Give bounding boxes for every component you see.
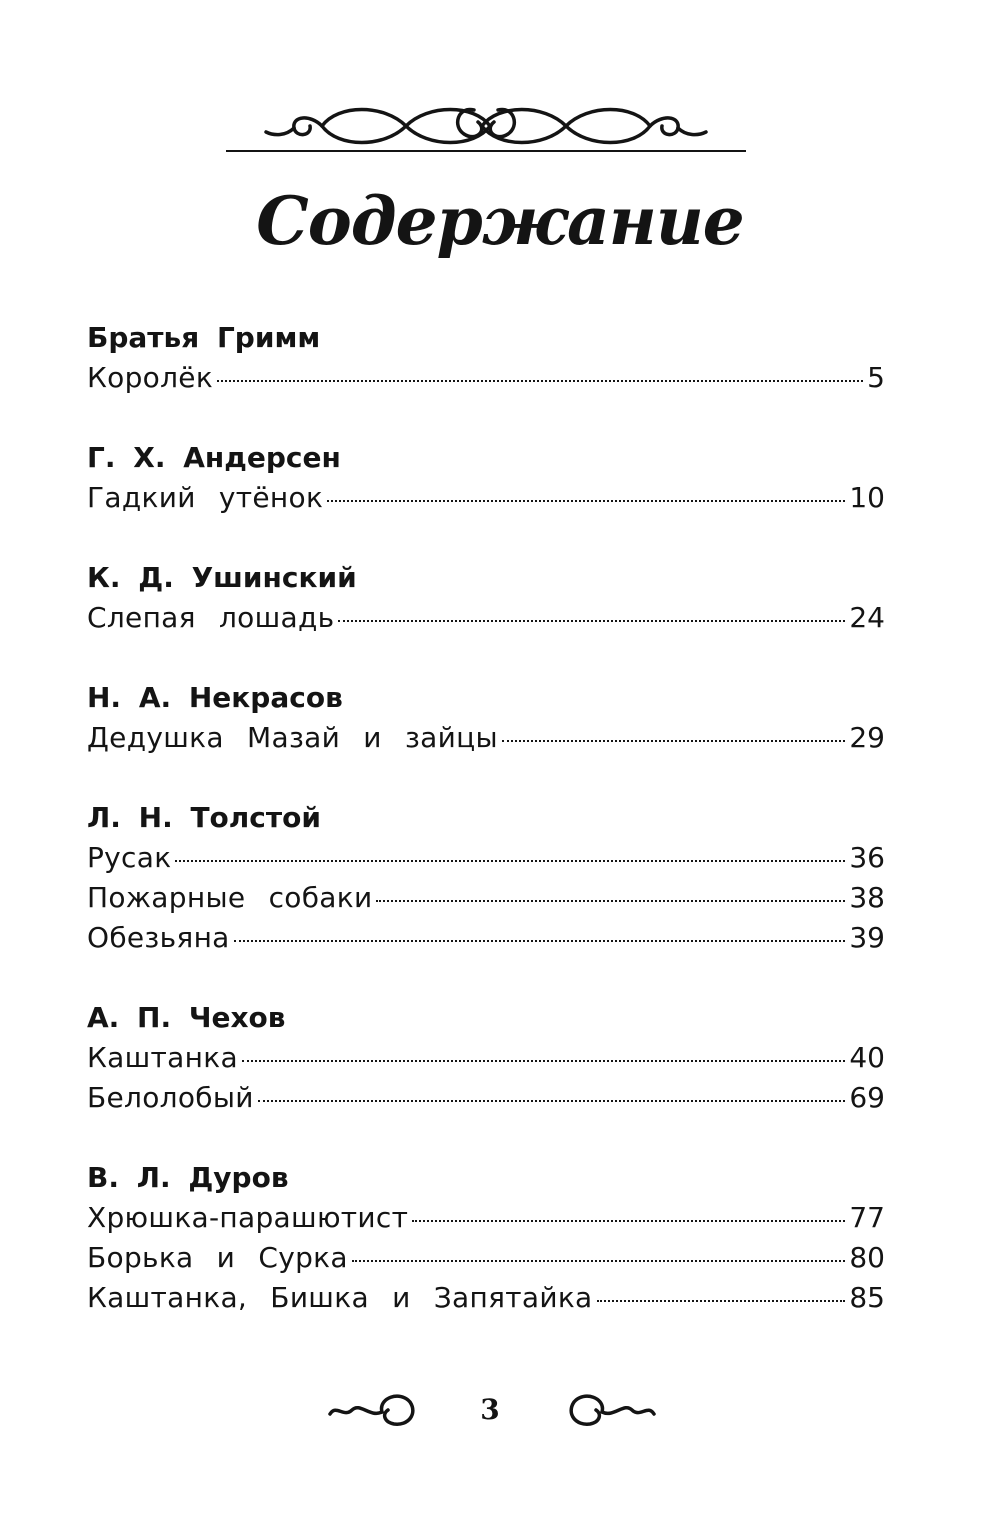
author-name: Г. Х. Андерсен [87, 441, 341, 474]
dot-leader [242, 1060, 845, 1062]
entry-title: Слепая лошадь [87, 601, 335, 634]
toc-section [87, 678, 885, 758]
dot-leader [376, 900, 845, 902]
toc-section [87, 558, 885, 638]
entry-title: Хрюшка-парашютист [87, 1201, 409, 1234]
toc-entry[interactable] [87, 1038, 885, 1078]
dot-leader [327, 500, 845, 502]
dot-leader [502, 740, 845, 742]
dot-leader [258, 1100, 846, 1102]
entry-page: 36 [849, 841, 885, 874]
toc-entry[interactable] [87, 918, 885, 958]
entry-page: 40 [849, 1041, 885, 1074]
author-name: Братья Гримм [87, 321, 321, 354]
page-number: 3 [480, 1393, 500, 1426]
toc-entry[interactable] [87, 598, 885, 638]
entry-page: 69 [849, 1081, 885, 1114]
entry-title: Королёк [87, 361, 214, 394]
entry-title: Обезьяна [87, 921, 230, 954]
entry-page: 24 [849, 601, 885, 634]
entry-title: Каштанка, Бишка и Запятайка [87, 1281, 593, 1314]
entry-page: 77 [849, 1201, 885, 1234]
entry-page: 29 [849, 721, 885, 754]
entry-page: 85 [849, 1281, 885, 1314]
toc-section [87, 438, 885, 518]
dot-leader [412, 1220, 845, 1222]
ornament-flourish-right [566, 1384, 658, 1428]
entry-title: Пожарные собаки [87, 881, 373, 914]
entry-page: 38 [849, 881, 885, 914]
entry-page: 39 [849, 921, 885, 954]
dot-leader [175, 860, 845, 862]
author-name: Л. Н. Толстой [87, 801, 321, 834]
toc-entry[interactable] [87, 478, 885, 518]
toc-entry[interactable] [87, 838, 885, 878]
dot-leader [234, 940, 846, 942]
toc-section [87, 1158, 885, 1318]
ornament-flourish-top [226, 96, 746, 158]
entry-title: Дедушка Мазай и зайцы [87, 721, 498, 754]
dot-leader [338, 620, 845, 622]
dot-leader [217, 380, 863, 382]
entry-title: Каштанка [87, 1041, 238, 1074]
table-of-contents [87, 318, 885, 1358]
toc-section [87, 318, 885, 398]
author-name: К. Д. Ушинский [87, 561, 357, 594]
author-name: В. Л. Дуров [87, 1161, 289, 1194]
entry-page: 10 [849, 481, 885, 514]
dot-leader [352, 1260, 846, 1262]
toc-entry[interactable] [87, 1078, 885, 1118]
entry-page: 5 [867, 361, 885, 394]
dot-leader [597, 1300, 846, 1302]
toc-section [87, 998, 885, 1118]
page-title: Содержание [256, 182, 744, 260]
ornament-flourish-left [326, 1384, 418, 1428]
entry-title: Белолобый [87, 1081, 254, 1114]
author-name: А. П. Чехов [87, 1001, 286, 1034]
entry-page: 80 [849, 1241, 885, 1274]
toc-entry[interactable] [87, 1238, 885, 1278]
entry-title: Русак [87, 841, 172, 874]
toc-entry[interactable] [87, 718, 885, 758]
toc-entry[interactable] [87, 1198, 885, 1238]
entry-title: Борька и Сурка [87, 1241, 348, 1274]
entry-title: Гадкий утёнок [87, 481, 324, 514]
toc-section [87, 798, 885, 958]
author-name: Н. А. Некрасов [87, 681, 343, 714]
toc-entry[interactable] [87, 1278, 885, 1318]
toc-entry[interactable] [87, 878, 885, 918]
toc-entry[interactable] [87, 358, 885, 398]
